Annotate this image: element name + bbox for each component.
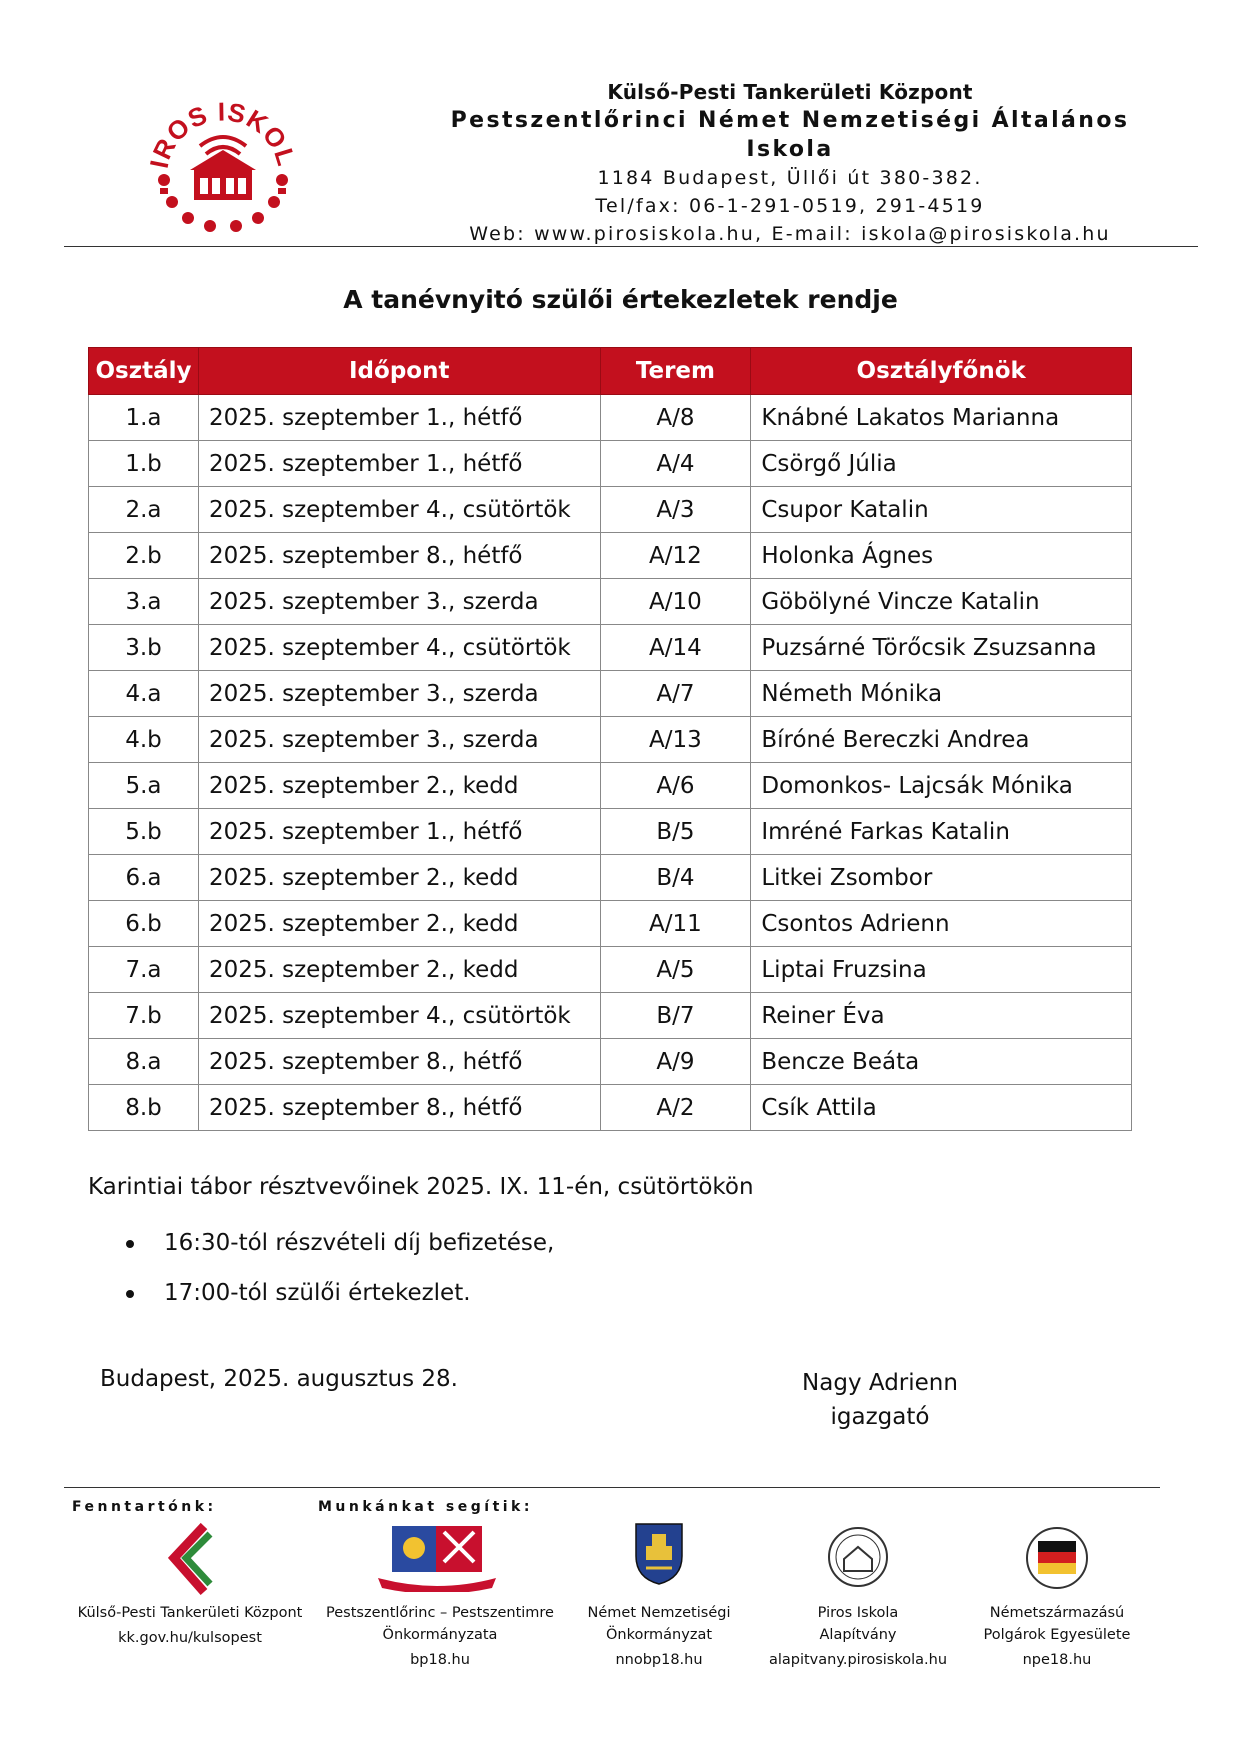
cell-time: 2025. szeptember 4., csütörtök — [198, 993, 600, 1039]
org-name: Külső-Pesti Tankerületi Központ — [607, 80, 973, 104]
cell-time: 2025. szeptember 2., kedd — [198, 763, 600, 809]
cell-room: A/11 — [600, 901, 751, 947]
cell-teacher: Csík Attila — [751, 1085, 1132, 1131]
partner-url: alapitvany.pirosiskola.hu — [768, 1652, 948, 1668]
footer-divider — [64, 1487, 1160, 1488]
cell-class: 6.a — [89, 855, 199, 901]
cell-time: 2025. szeptember 2., kedd — [198, 901, 600, 947]
cell-teacher: Holonka Ágnes — [751, 533, 1132, 579]
cell-time: 2025. szeptember 3., szerda — [198, 671, 600, 717]
cell-class: 1.a — [89, 395, 199, 441]
cell-class: 3.b — [89, 625, 199, 671]
table-row — [89, 487, 1132, 533]
cell-room: A/8 — [600, 395, 751, 441]
table-row — [89, 901, 1132, 947]
cell-class: 5.b — [89, 809, 199, 855]
cell-room: A/4 — [600, 441, 751, 487]
meeting-schedule-table — [88, 347, 1132, 1131]
cell-room: A/6 — [600, 763, 751, 809]
cell-teacher: Imréné Farkas Katalin — [751, 809, 1132, 855]
partner-minority-council: Német Nemzetiségi Önkormányzat nnobp18.hu — [559, 1602, 759, 1671]
cell-time: 2025. szeptember 1., hétfő — [198, 395, 600, 441]
cell-class: 2.a — [89, 487, 199, 533]
cell-teacher: Csontos Adrienn — [751, 901, 1132, 947]
cell-room: A/13 — [600, 717, 751, 763]
cell-teacher: Knábné Lakatos Marianna — [751, 395, 1132, 441]
col-header-time: Időpont — [198, 348, 600, 395]
footer-owner-label: Fenntartónk: — [72, 1499, 217, 1515]
cell-time: 2025. szeptember 3., szerda — [198, 717, 600, 763]
cell-room: A/7 — [600, 671, 751, 717]
school-name: Pestszentlőrinci Német Nemzetiségi Általános Iskola — [450, 108, 1130, 162]
table-row — [89, 671, 1132, 717]
cell-teacher: Reiner Éva — [751, 993, 1132, 1039]
cell-teacher: Litkei Zsombor — [751, 855, 1132, 901]
partner-foundation: Piros Iskola Alapítvány alapitvany.pirosiskola.hu — [748, 1602, 968, 1671]
cell-time: 2025. szeptember 3., szerda — [198, 579, 600, 625]
cell-class: 8.a — [89, 1039, 199, 1085]
cell-teacher: Liptai Fruzsina — [751, 947, 1132, 993]
list-item: 17:00-tól szülői értekezlet. — [118, 1272, 554, 1322]
camp-bullet-list — [118, 1222, 554, 1322]
cell-room: B/4 — [600, 855, 751, 901]
partner-url: kk.gov.hu/kulsopest — [118, 1630, 262, 1646]
table-row — [89, 533, 1132, 579]
cell-room: A/10 — [600, 579, 751, 625]
partner-district: Pestszentlőrinc – Pestszentimre Önkormányzata bp18.hu — [320, 1602, 560, 1671]
cell-class: 1.b — [89, 441, 199, 487]
partner-kk: Külső-Pesti Tankerületi Központ kk.gov.hu/kulsopest — [70, 1602, 310, 1649]
cell-time: 2025. szeptember 4., csütörtök — [198, 625, 600, 671]
cell-class: 5.a — [89, 763, 199, 809]
cell-teacher: Németh Mónika — [751, 671, 1132, 717]
cell-time: 2025. szeptember 2., kedd — [198, 947, 600, 993]
cell-teacher: Csörgő Júlia — [751, 441, 1132, 487]
footer-support-label: Munkánkat segítik: — [318, 1499, 533, 1515]
cell-teacher: Göbölyné Vincze Katalin — [751, 579, 1132, 625]
cell-time: 2025. szeptember 1., hétfő — [198, 441, 600, 487]
table-row — [89, 947, 1132, 993]
cell-teacher: Bencze Beáta — [751, 1039, 1132, 1085]
partner-url: npe18.hu — [1022, 1652, 1092, 1668]
cell-room: A/14 — [600, 625, 751, 671]
signatory-role: igazgató — [830, 1404, 930, 1430]
table-header-row — [89, 348, 1132, 395]
table-row — [89, 625, 1132, 671]
school-address: 1184 Budapest, Üllői út 380-382. — [597, 167, 983, 189]
cell-class: 3.a — [89, 579, 199, 625]
partner-url: bp18.hu — [410, 1652, 470, 1668]
district-coat-of-arms-icon — [374, 1522, 500, 1596]
col-header-class: Osztály — [89, 348, 199, 395]
partner-association: Németszármazású Polgárok Egyesülete npe18.hu — [957, 1602, 1157, 1671]
table-row — [89, 395, 1132, 441]
partner-url: nnobp18.hu — [615, 1652, 703, 1668]
cell-room: B/5 — [600, 809, 751, 855]
cell-class: 4.b — [89, 717, 199, 763]
table-row — [89, 579, 1132, 625]
cell-class: 7.a — [89, 947, 199, 993]
table-row — [89, 1039, 1132, 1085]
place-date: Budapest, 2025. augusztus 28. — [100, 1366, 458, 1392]
table-row — [89, 763, 1132, 809]
cell-class: 2.b — [89, 533, 199, 579]
cell-class: 7.b — [89, 993, 199, 1039]
cell-time: 2025. szeptember 4., csütörtök — [198, 487, 600, 533]
cell-room: B/7 — [600, 993, 751, 1039]
cell-time: 2025. szeptember 8., hétfő — [198, 1085, 600, 1131]
cell-teacher: Bíróné Bereczki Andrea — [751, 717, 1132, 763]
bullet-icon — [126, 1290, 134, 1298]
school-web: Web: www.pirosiskola.hu, E-mail: iskola@pirosiskola.hu — [469, 223, 1111, 245]
logo-text: ROS ISKO — [148, 96, 294, 164]
table-row — [89, 441, 1132, 487]
cell-room: A/5 — [600, 947, 751, 993]
cell-room: A/3 — [600, 487, 751, 533]
cell-class: 8.b — [89, 1085, 199, 1131]
cell-teacher: Csupor Katalin — [751, 487, 1132, 533]
table-row — [89, 717, 1132, 763]
signature-block — [760, 1366, 1000, 1434]
cell-time: 2025. szeptember 1., hétfő — [198, 809, 600, 855]
school-phone: Tel/fax: 06-1-291-0519, 291-4519 — [595, 195, 985, 217]
kk-logo-icon — [164, 1522, 214, 1600]
association-logo-icon — [1024, 1525, 1090, 1595]
table-row — [89, 809, 1132, 855]
page-title: A tanévnyitó szülői értekezletek rendje — [343, 285, 898, 314]
foundation-logo-icon — [826, 1525, 890, 1593]
table-row — [89, 993, 1132, 1039]
list-item: 16:30-tól részvételi díj befizetése, — [118, 1222, 554, 1272]
cell-class: 6.b — [89, 901, 199, 947]
minority-council-shield-icon — [632, 1520, 686, 1590]
cell-teacher: Domonkos- Lajcsák Mónika — [751, 763, 1132, 809]
col-header-room: Terem — [600, 348, 751, 395]
camp-note: Karintiai tábor résztvevőinek 2025. IX. 11-én, csütörtökön — [88, 1174, 754, 1200]
cell-room: A/9 — [600, 1039, 751, 1085]
cell-time: 2025. szeptember 8., hétfő — [198, 533, 600, 579]
letterhead — [440, 78, 1140, 248]
bullet-icon — [126, 1240, 134, 1248]
header-divider — [64, 246, 1198, 247]
cell-teacher: Puzsárné Törőcsik Zsuzsanna — [751, 625, 1132, 671]
cell-room: A/2 — [600, 1085, 751, 1131]
cell-room: A/12 — [600, 533, 751, 579]
school-logo — [148, 84, 298, 234]
col-header-teacher: Osztályfőnök — [751, 348, 1132, 395]
cell-time: 2025. szeptember 8., hétfő — [198, 1039, 600, 1085]
cell-class: 4.a — [89, 671, 199, 717]
table-row — [89, 855, 1132, 901]
cell-time: 2025. szeptember 2., kedd — [198, 855, 600, 901]
signatory-name: Nagy Adrienn — [802, 1370, 958, 1396]
table-row — [89, 1085, 1132, 1131]
